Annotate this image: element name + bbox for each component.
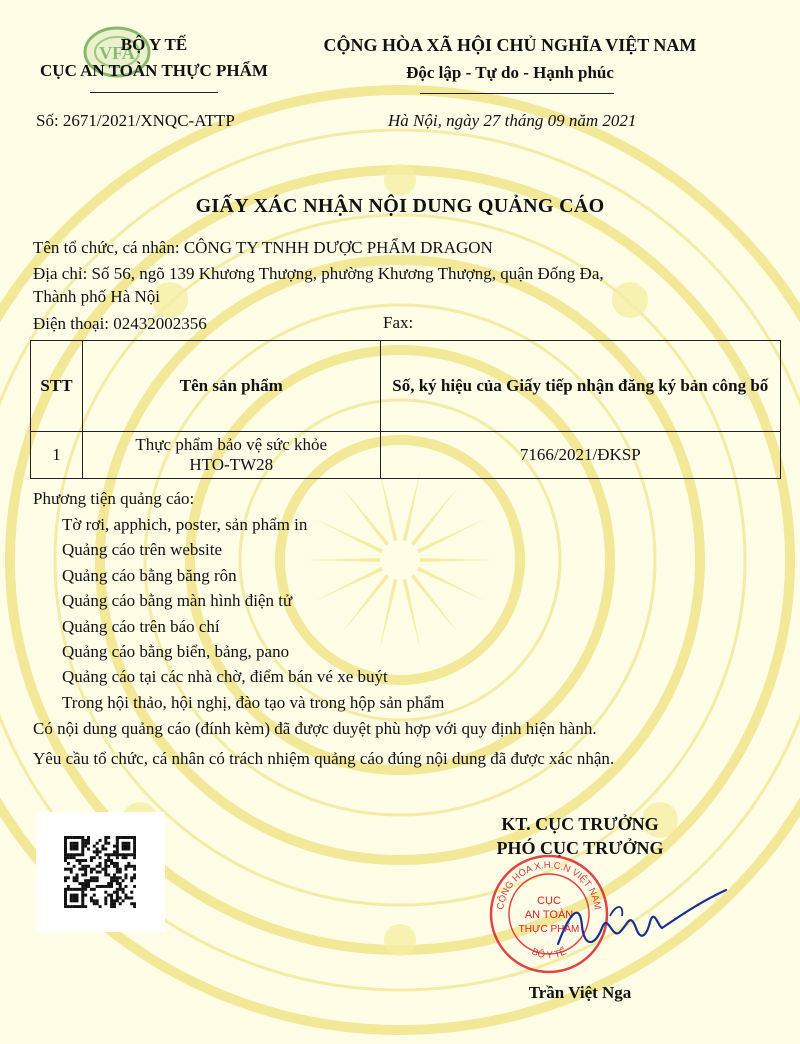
organization-line: Tên tổ chức, cá nhân: CÔNG TY TNHH DƯỢC PHẨM DRAGON [33, 238, 493, 257]
address-line-2: Thành phố Hà Nội [33, 287, 161, 306]
document-date: Hà Nội, ngày 27 tháng 09 năm 2021 [388, 111, 637, 130]
document-title: GIẤY XÁC NHẬN NỘI DUNG QUẢNG CÁO [195, 195, 605, 217]
cell-stt: 1 [31, 432, 83, 479]
signer-title-1: KT. CỤC TRƯỞNG [501, 814, 659, 834]
ministry-name: BỘ Y TẾ [120, 35, 188, 54]
phone-line: Điện thoại: 02432002356 [33, 314, 207, 333]
header-registration-number: Số, ký hiệu của Giấy tiếp nhận đăng ký bản công bố [380, 341, 780, 432]
national-header [300, 34, 720, 84]
fax-line: Fax: [383, 313, 414, 332]
list-item: Quảng cáo trên website [62, 540, 223, 560]
table-row [31, 432, 781, 479]
table-header-row [31, 341, 781, 432]
qr-code[interactable] [36, 812, 165, 932]
signer-name: Trần Việt Nga [528, 983, 632, 1002]
product-name-line-1: Thực phẩm bảo vệ sức khỏe [135, 435, 328, 454]
stamp-center-2: AN TOÀN [524, 909, 574, 921]
stamp-ring-text: CỘNG HÒA X.H.C.N VIỆT NAM [495, 859, 603, 911]
motto-underline [420, 93, 614, 94]
signer-title-2: PHÓ CỤC TRƯỞNG [496, 838, 664, 858]
list-item: Quảng cáo bằng băng rôn [62, 565, 237, 585]
media-list [62, 512, 444, 715]
address-line-1: Địa chỉ: Số 56, ngõ 139 Khương Thượng, phường Khương Thượng, quận Đống Đa, [33, 264, 604, 283]
qr-code-icon [64, 836, 136, 908]
list-item: Quảng cáo bằng biển, bảng, pano [62, 641, 290, 661]
stamp-center-3: THỰC PHẨM [518, 924, 580, 935]
agency-name: CỤC AN TOÀN THỰC PHẨM [40, 61, 268, 80]
list-item: Quảng cáo trên báo chí [62, 616, 220, 636]
product-name-line-2: HTO-TW28 [189, 455, 274, 474]
agency-underline [90, 92, 218, 93]
product-table [30, 340, 781, 479]
national-motto: Độc lập - Tự do - Hạnh phúc [406, 63, 614, 82]
document-number: Số: 2671/2021/XNQC-ATTP [36, 111, 235, 130]
list-item: Quảng cáo tại các nhà chờ, điểm bán vé xe buýt [62, 667, 388, 687]
approval-statement: Có nội dung quảng cáo (đính kèm) đã được duyệt phù hợp với quy định hiện hành. [33, 719, 597, 738]
header-stt: STT [31, 341, 83, 432]
media-heading: Phương tiện quảng cáo: [33, 489, 195, 508]
agency-header [18, 34, 290, 82]
stamp-ring-bottom: BỘ Y TẾ [529, 946, 569, 962]
list-item: Trong hội thảo, hội nghị, đào tạo và trong hộp sản phẩm [62, 692, 445, 712]
request-statement: Yêu cầu tổ chức, cá nhân có trách nhiệm quảng cáo đúng nội dung đã được xác nhận. [33, 749, 615, 768]
handwritten-signature [550, 882, 730, 962]
list-item: Quảng cáo bằng màn hình điện tử [62, 591, 293, 611]
svg-text:VFA: VFA [99, 43, 135, 63]
cell-product-name [82, 432, 380, 479]
republic-name: CỘNG HÒA XÃ HỘI CHỦ NGHĨA VIỆT NAM [323, 35, 697, 55]
list-item: Tờ rơi, apphich, poster, sản phẩm in [62, 515, 308, 534]
stamp-center-1: CỤC [537, 895, 561, 907]
cell-registration-number: 7166/2021/ĐKSP [380, 432, 780, 479]
header-product-name: Tên sản phẩm [82, 341, 380, 432]
